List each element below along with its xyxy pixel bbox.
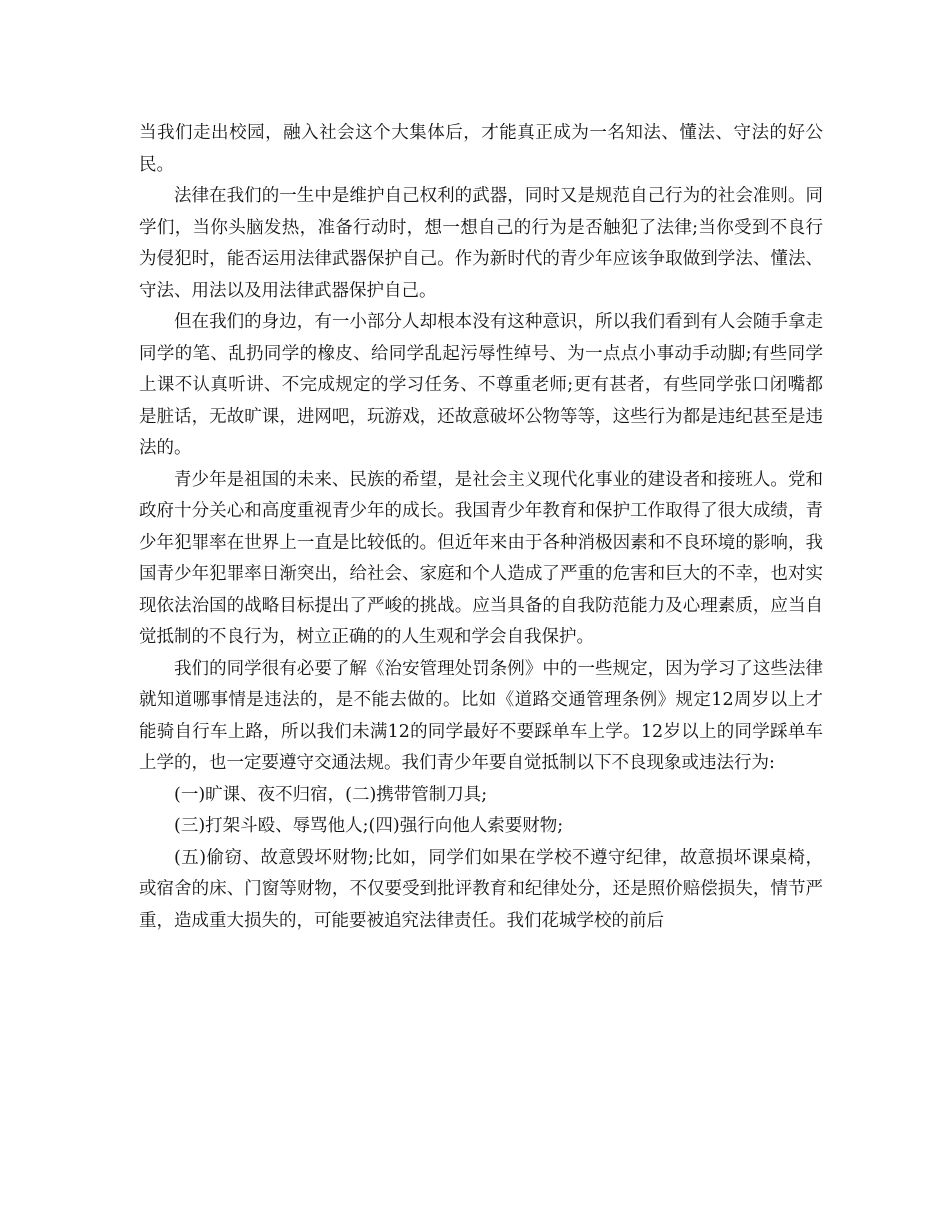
- paragraph-5: 我们的同学很有必要了解《治安管理处罚条例》中的一些规定，因为学习了这些法律就知道哪事情是违法的，是不能去做的。比如《道路交通管理条例》规定12周岁以上才能骑自行车上路，所以我们未满12的同学最好不要踩单车上学。12岁以上的同学踩单车上学的，也一定要遵守交通法规。我们青少年要自觉抵制以下不良现象或违法行为:: [139, 658, 823, 773]
- paragraph-4: 青少年是祖国的未来、民族的希望，是社会主义现代化事业的建设者和接班人。党和政府十分关心和高度重视青少年的成长。我国青少年教育和保护工作取得了很大成绩，青少年犯罪率在世界上一直是比较低的。但近年来由于各种消极因素和不良环境的影响，我国青少年犯罪率日渐突出，给社会、家庭和个人造成了严重的危害和巨大的不幸，也对实现依法治国的战略目标提出了严峻的挑战。应当具备的自我防范能力及心理素质，应当自觉抵制的不良行为，树立正确的的人生观和学会自我保护。: [139, 469, 823, 647]
- paragraph-2: 法律在我们的一生中是维护自己权利的武器，同时又是规范自己行为的社会准则。同学们，当你头脑发热，准备行动时，想一想自己的行为是否触犯了法律;当你受到不良行为侵犯时，能否运用法律武器保护自己。作为新时代的青少年应该争取做到学法、懂法、守法、用法以及用法律武器保护自己。: [139, 186, 823, 301]
- paragraph-7: (三)打架斗殴、辱骂他人;(四)强行向他人索要财物;: [174, 816, 564, 836]
- paragraph-8: (五)偷窃、故意毁坏财物;比如，同学们如果在学校不遵守纪律，故意损坏课桌椅，或宿舍的床、门窗等财物，不仅要受到批评教育和纪律处分，还是照价赔偿损失，情节严重，造成重大损失的，可能要被追究法律责任。我们花城学校的前后: [139, 847, 823, 931]
- paragraph-3: 但在我们的身边，有一小部分人却根本没有这种意识，所以我们看到有人会随手拿走同学的笔、乱扔同学的橡皮、给同学乱起污辱性绰号、为一点点小事动手动脚;有些同学上课不认真听讲、不完成规定的学习任务、不尊重老师;更有甚者，有些同学张口闭嘴都是脏话，无故旷课，进网吧，玩游戏，还故意破坏公物等等，这些行为都是违纪甚至是违法的。: [139, 312, 823, 458]
- paragraph-6: (一)旷课、夜不归宿，(二)携带管制刀具;: [174, 784, 488, 805]
- document-body: [139, 118, 823, 937]
- paragraph-1: 当我们走出校园，融入社会这个大集体后，才能真正成为一名知法、懂法、守法的好公民。: [139, 123, 823, 175]
